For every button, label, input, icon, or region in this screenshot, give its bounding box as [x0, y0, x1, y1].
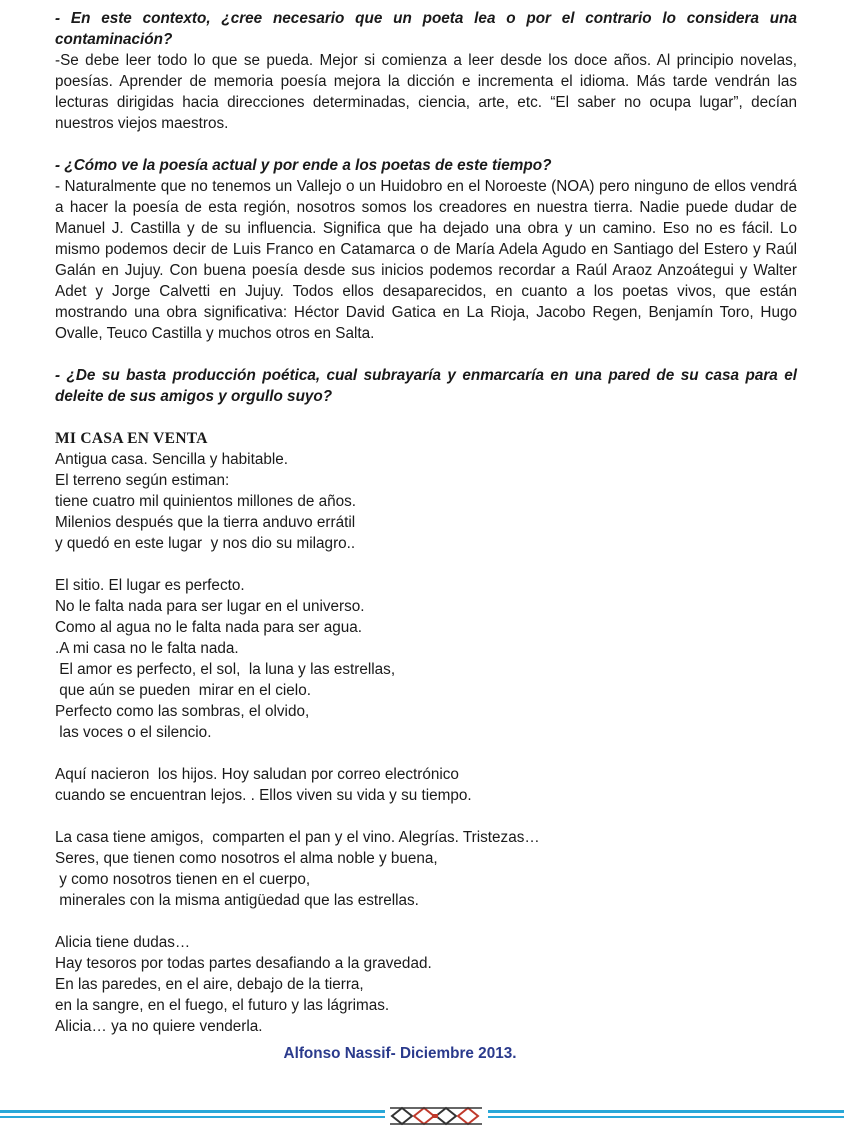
- question-3: - ¿De su basta producción poética, cual subrayaría y enmarcaría en una pared de su casa para el deleite de sus amigos y orgullo suyo?: [55, 367, 797, 405]
- poem-line: Perfecto como las sombras, el olvido,: [55, 703, 310, 720]
- poem-line: No le falta nada para ser lugar en el universo.: [55, 598, 365, 615]
- page-footer: [0, 1106, 844, 1126]
- footer-rule-left: [0, 1110, 385, 1113]
- poem-line: Aquí nacieron los hijos. Hoy saludan por correo electrónico: [55, 766, 459, 783]
- poem-line: Alicia tiene dudas…: [55, 934, 191, 951]
- poem-line: y quedó en este lugar y nos dio su milagro..: [55, 535, 356, 552]
- poem: [55, 449, 797, 1037]
- poem-line: Alicia… ya no quiere venderla.: [55, 1018, 263, 1035]
- poem-title: MI CASA EN VENTA: [55, 430, 208, 447]
- poem-line: Como al agua no le falta nada para ser agua.: [55, 619, 362, 636]
- poem-line: En las paredes, en el aire, debajo de la tierra,: [55, 976, 364, 993]
- poem-line: La casa tiene amigos, comparten el pan y el vino. Alegrías. Tristezas…: [55, 829, 540, 846]
- poem-line: cuando se encuentran lejos. . Ellos viven su vida y su tiempo.: [55, 787, 472, 804]
- poem-line: minerales con la misma antigüedad que las estrellas.: [55, 892, 419, 909]
- poem-line: tiene cuatro mil quinientos millones de años.: [55, 493, 357, 510]
- footer-rule-right: [488, 1110, 844, 1113]
- poem-line: Seres, que tienen como nosotros el alma noble y buena,: [55, 850, 438, 867]
- footer-rule-left-thin: [0, 1116, 385, 1118]
- answer-1: -Se debe leer todo lo que se pueda. Mejor si comienza a leer desde los doce años. Al principio novelas, poesías. Aprender de memoria poesía mejora la dicción e incrementa el idioma. Más tarde vendrán las lecturas dirigidas hacia direcciones determinadas, ciencia, arte, etc. “El saber no ocupa lugar”, decían nuestros viejos maestros.: [55, 52, 797, 132]
- poem-line: El sitio. El lugar es perfecto.: [55, 577, 245, 594]
- poem-line: las voces o el silencio.: [55, 724, 212, 741]
- poem-line: El terreno según estiman:: [55, 472, 230, 489]
- poem-line: en la sangre, en el fuego, el futuro y las lágrimas.: [55, 997, 390, 1014]
- poem-line: Antigua casa. Sencilla y habitable.: [55, 451, 289, 468]
- poem-stanza: [55, 932, 797, 1037]
- poem-line: .A mi casa no le falta nada.: [55, 640, 239, 657]
- poem-stanza: [55, 764, 797, 806]
- footer-rule-right-thin: [488, 1116, 844, 1118]
- ornament-icon: [390, 1106, 482, 1126]
- poem-stanza: [55, 827, 797, 911]
- signature: Alfonso Nassif- Diciembre 2013.: [283, 1045, 517, 1062]
- question-2: - ¿Cómo ve la poesía actual y por ende a los poetas de este tiempo?: [55, 157, 552, 174]
- poem-stanza: [55, 575, 797, 743]
- poem-stanza: [55, 449, 797, 554]
- article-body: [55, 8, 797, 1064]
- poem-line: Milenios después que la tierra anduvo errátil: [55, 514, 356, 531]
- question-1: - En este contexto, ¿cree necesario que un poeta lea o por el contrario lo considera una contaminación?: [55, 10, 797, 48]
- answer-2: - Naturalmente que no tenemos un Vallejo o un Huidobro en el Noroeste (NOA) pero ninguno de ellos vendrá a hacer la poesía de esta región, nosotros somos los creadores en nuestra tierra. Nadie puede dudar de Manuel J. Castilla y de su influencia. Significa que ha dejado una obra y un camino. Eso no es fácil. Lo mismo podemos decir de Luis Franco en Catamarca o de María Adela Agudo en Santiago del Estero y Raúl Galán en Jujuy. Con buena poesía desde sus inicios podemos recordar a Raúl Araoz Anzoátegui y Walter Adet y Jorge Calvetti en Jujuy. Todos ellos desaparecidos, en cuanto a los poetas vivos, que están mostrando una obra significativa: Héctor David Gatica en La Rioja, Jacobo Regen, Benjamín Toro, Hugo Ovalle, Teuco Castilla y muchos otros en Salta.: [55, 178, 797, 342]
- poem-line: y como nosotros tienen en el cuerpo,: [55, 871, 311, 888]
- poem-line: Hay tesoros por todas partes desafiando a la gravedad.: [55, 955, 432, 972]
- poem-line: que aún se pueden mirar en el cielo.: [55, 682, 311, 699]
- poem-line: El amor es perfecto, el sol, la luna y las estrellas,: [55, 661, 396, 678]
